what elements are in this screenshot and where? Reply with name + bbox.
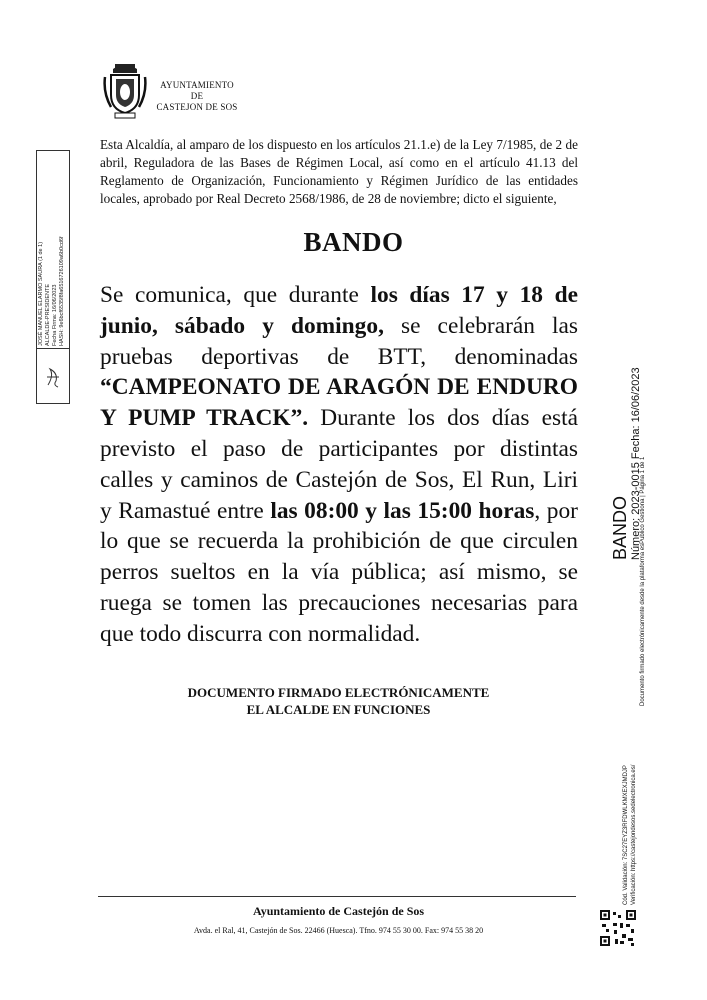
signature-date: Fecha Firma: 16/06/2023 [52,284,58,346]
footer-org-name: Ayuntamiento de Castejón de Sos [252,904,425,918]
side-validation-code [622,765,638,905]
org-line-3: CASTEJON DE SOS [156,102,238,112]
signature-hash: HASH: 9e6bcf6535f8fa6516726109a6b0cd6f [59,236,65,346]
org-line-2: DE [190,91,204,101]
verification-url-line: Verificación: https://castejondesos.sedelectronica.es/ [631,764,637,905]
signature-stamp-box [36,150,70,404]
document-title: BANDO [303,227,404,257]
side-page-info: Documento firmado electrónicamente desde la plataforma esPublico Gestiona | Página 1 de 1 [640,456,646,706]
footer-address: Avda. el Ral, 41, Castejón de Sos. 22466 (Huesca). Tfno. 974 55 30 00. Fax: 974 55 38 20 [193,926,484,935]
announcement-body [100,280,578,650]
signature-signer: JOSÉ MANUEL ELARMO SAURA (1 de 1) [38,241,44,346]
body-text-2: se celebrarán las pruebas deportivas de BTT, denominadas [100,312,578,370]
footer-divider [98,896,576,897]
validation-code-line: Cód. Validación: 7SC27EYZ3RFDWLKMXEXJMDJP [623,765,629,905]
side-document-number: Número: 2023-0015 Fecha: 16/06/2023 [630,367,642,560]
body-bold-hours: las 08:00 y las 15:00 horas [270,497,535,524]
signature-box-divider [37,348,69,349]
body-bold-dates: los días 17 y 18 de junio, sábado y domingo, [100,282,578,339]
body-text-3: Durante los dos días está previsto el paso de participantes por distintas calles y caminos de Castejón de Sos, El Run, Liri y Ramastué entre [100,405,578,524]
qr-code-icon[interactable] [600,910,636,946]
handwritten-signature-icon [44,365,62,389]
intro-paragraph: Esta Alcaldía, al amparo de los dispuesto en los artículos 21.1.e) de la Ley 7/1985, de 2 de abril, Reguladora de las Bases de Régimen Local, así como en el artículo 41.13 del Reglamento de Organización, Funcionamiento y Régimen Jurídico de las entidades locales, aprobado por Real Decreto 2568/1986, de 28 de noviembre; dicto el siguiente, [100,137,578,206]
municipal-crest-icon [103,63,147,119]
body-bold-event: “CAMPEONATO DE ARAGÓN DE ENDURO Y PUMP TRACK”. [100,374,578,432]
signature-block [0,684,677,718]
signature-stamp-text [38,150,68,346]
signed-line-2: EL ALCALDE EN FUNCIONES [246,702,431,717]
org-line-1: AYUNTAMIENTO [160,80,234,90]
side-bando-label: BANDO [610,495,630,560]
body-text-4: , por lo que se recuerda la prohibición de que circulen perros sueltos en la vía pública; así mismo, se ruega se tomen las precauciones necesarias para que todo discurra con normalidad. [100,497,578,647]
org-name [152,80,242,113]
body-text-1: Se comunica, que durante [100,282,371,308]
signed-line-1: DOCUMENTO FIRMADO ELECTRÓNICAMENTE [187,685,490,700]
signature-role: ALCALDE-PRESIDENTE [45,283,51,346]
